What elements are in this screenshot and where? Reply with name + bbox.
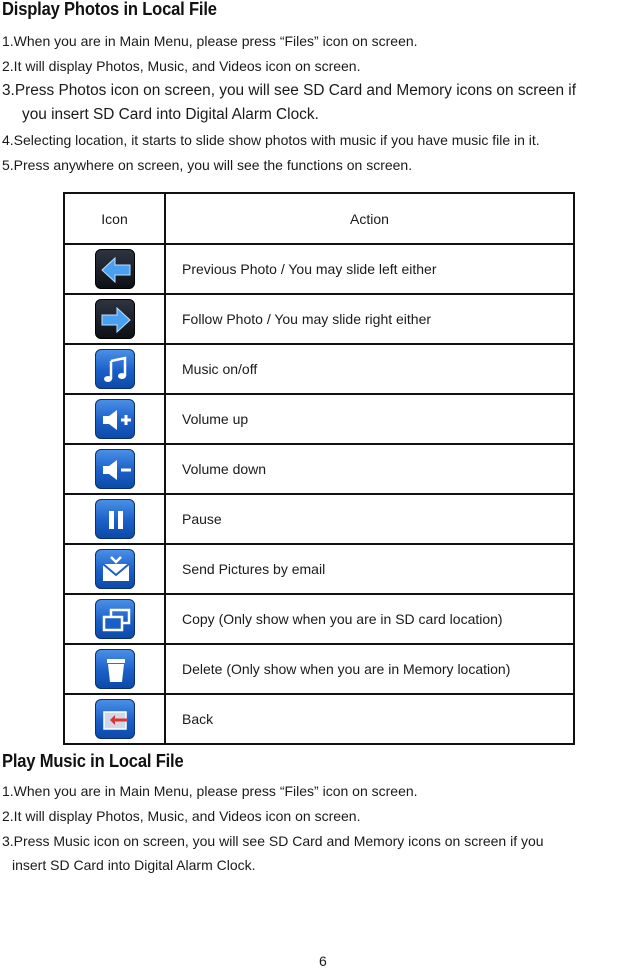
left-arrow-icon <box>95 249 135 289</box>
instruction-line: 2.It will display Photos, Music, and Videos icon on screen. <box>2 808 361 824</box>
instruction-line: 5.Press anywhere on screen, you will see the functions on screen. <box>2 157 413 173</box>
page-number: 6 <box>319 953 327 969</box>
action-text: Follow Photo / You may slide right either <box>165 294 574 344</box>
table-row <box>64 594 574 644</box>
table-row <box>64 494 574 544</box>
right-arrow-icon <box>95 299 135 339</box>
email-icon <box>95 549 135 589</box>
action-text: Back <box>165 694 574 744</box>
action-text: Send Pictures by email <box>165 544 574 594</box>
volume-down-icon <box>95 449 135 489</box>
action-text: Pause <box>165 494 574 544</box>
action-text: Copy (Only show when you are in SD card location) <box>165 594 574 644</box>
back-icon <box>95 699 135 739</box>
instruction-line: you insert SD Card into Digital Alarm Clock. <box>22 106 319 123</box>
volume-up-icon <box>95 399 135 439</box>
table-row <box>64 244 574 294</box>
section-heading-display-photos: Display Photos in Local File <box>2 0 217 19</box>
table-row <box>64 644 574 694</box>
instruction-line: 1.When you are in Main Menu, please press “Files” icon on screen. <box>2 33 418 49</box>
instruction-line: 4.Selecting location, it starts to slide show photos with music if you have music file in it. <box>2 132 540 148</box>
table-header-row <box>64 193 574 244</box>
action-text: Previous Photo / You may slide left either <box>165 244 574 294</box>
table-row <box>64 344 574 394</box>
copy-icon <box>95 599 135 639</box>
table-row <box>64 444 574 494</box>
music-note-icon <box>95 349 135 389</box>
action-text: Delete (Only show when you are in Memory location) <box>165 644 574 694</box>
header-icon: Icon <box>64 193 165 244</box>
table-row <box>64 544 574 594</box>
trash-icon <box>95 649 135 689</box>
instruction-line: 3.Press Photos icon on screen, you will see SD Card and Memory icons on screen if <box>2 82 576 99</box>
icon-action-table <box>63 192 575 745</box>
section-heading-play-music: Play Music in Local File <box>2 751 184 771</box>
header-action: Action <box>165 193 574 244</box>
instruction-line: insert SD Card into Digital Alarm Clock. <box>12 857 256 873</box>
table-row <box>64 694 574 744</box>
instruction-line: 1.When you are in Main Menu, please press “Files” icon on screen. <box>2 783 418 799</box>
action-text: Music on/off <box>165 344 574 394</box>
action-text: Volume up <box>165 394 574 444</box>
table-row <box>64 294 574 344</box>
pause-icon <box>95 499 135 539</box>
instruction-line: 2.It will display Photos, Music, and Videos icon on screen. <box>2 58 361 74</box>
table-row <box>64 394 574 444</box>
action-text: Volume down <box>165 444 574 494</box>
instruction-line: 3.Press Music icon on screen, you will see SD Card and Memory icons on screen if you <box>2 833 544 849</box>
